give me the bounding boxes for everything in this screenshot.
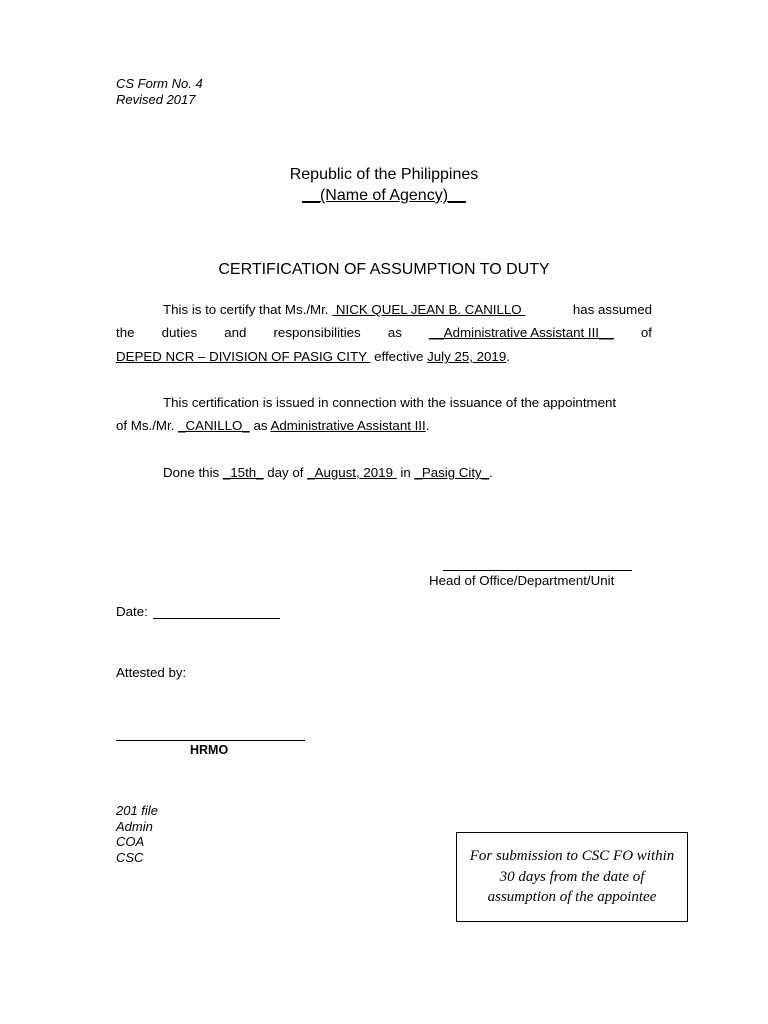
para1-line2 bbox=[116, 325, 652, 340]
para1-word: and bbox=[224, 325, 247, 340]
form-revision: Revised 2017 bbox=[116, 92, 196, 107]
effective-date: July 25, 2019 bbox=[427, 349, 507, 364]
para2-line2 bbox=[116, 418, 652, 433]
agency-name: __(Name of Agency)__ bbox=[302, 187, 466, 204]
copy-item: Admin bbox=[116, 818, 153, 834]
para1-intro: This is to certify that Ms./Mr. bbox=[163, 302, 329, 317]
para3-day-of: day of bbox=[267, 465, 304, 480]
submission-note-box bbox=[456, 832, 688, 922]
para3-period: . bbox=[489, 465, 493, 480]
para3-done: Done this bbox=[163, 465, 220, 480]
para2-period: . bbox=[425, 418, 430, 433]
appointee-name: NICK QUEL JEAN B. CANILLO bbox=[332, 302, 526, 317]
document-heading bbox=[0, 164, 768, 206]
month-year-value: _August, 2019 bbox=[307, 465, 397, 480]
position-title-2: Administrative Assistant III bbox=[270, 418, 426, 433]
office-name: DEPED NCR – DIVISION OF PASIG CITY bbox=[116, 349, 371, 364]
para1-word: the bbox=[116, 325, 135, 340]
head-signature-caption: Head of Office/Department/Unit bbox=[429, 573, 615, 588]
date-line bbox=[153, 618, 280, 619]
para3-line bbox=[116, 465, 652, 480]
head-signature-line bbox=[443, 570, 632, 571]
copies-list bbox=[116, 803, 158, 865]
para1-of: of bbox=[640, 325, 652, 340]
submission-note: For submission to CSC FO within 30 days from the date of assumption of the appointee bbox=[469, 848, 675, 906]
date-label: Date: bbox=[116, 604, 148, 619]
hrmo-label: HRMO bbox=[190, 743, 229, 757]
para1-effective: effective bbox=[374, 349, 424, 364]
para2-prefix: of Ms./Mr. bbox=[116, 418, 175, 433]
para1-has-assumed: has assumed bbox=[572, 302, 652, 317]
copy-item: 201 file bbox=[116, 803, 158, 818]
para1-period: . bbox=[506, 349, 510, 364]
para2-as: as bbox=[253, 418, 268, 433]
para1-line1 bbox=[116, 302, 652, 317]
copy-item: CSC bbox=[116, 849, 144, 865]
place-value: _Pasig City_ bbox=[414, 465, 490, 480]
para1-word: as bbox=[387, 325, 402, 340]
form-number: CS Form No. 4 bbox=[116, 76, 203, 91]
hrmo-signature-line bbox=[116, 740, 305, 741]
form-header bbox=[116, 76, 203, 108]
appointee-surname: _CANILLO_ bbox=[178, 418, 250, 433]
para2-line1: This certification is issued in connection with the issuance of the appointment bbox=[163, 395, 617, 410]
para3-in: in bbox=[400, 465, 411, 480]
document-title: CERTIFICATION OF ASSUMPTION TO DUTY bbox=[218, 261, 550, 278]
copy-item: COA bbox=[116, 834, 145, 849]
position-title: __Administrative Assistant III__ bbox=[428, 325, 614, 340]
attested-label: Attested by: bbox=[116, 665, 187, 680]
para1-word: responsibilities bbox=[273, 325, 361, 340]
republic-heading: Republic of the Philippines bbox=[289, 166, 479, 183]
day-value: _15th_ bbox=[222, 465, 264, 480]
para1-line3 bbox=[116, 349, 652, 364]
para1-word: duties bbox=[161, 325, 198, 340]
